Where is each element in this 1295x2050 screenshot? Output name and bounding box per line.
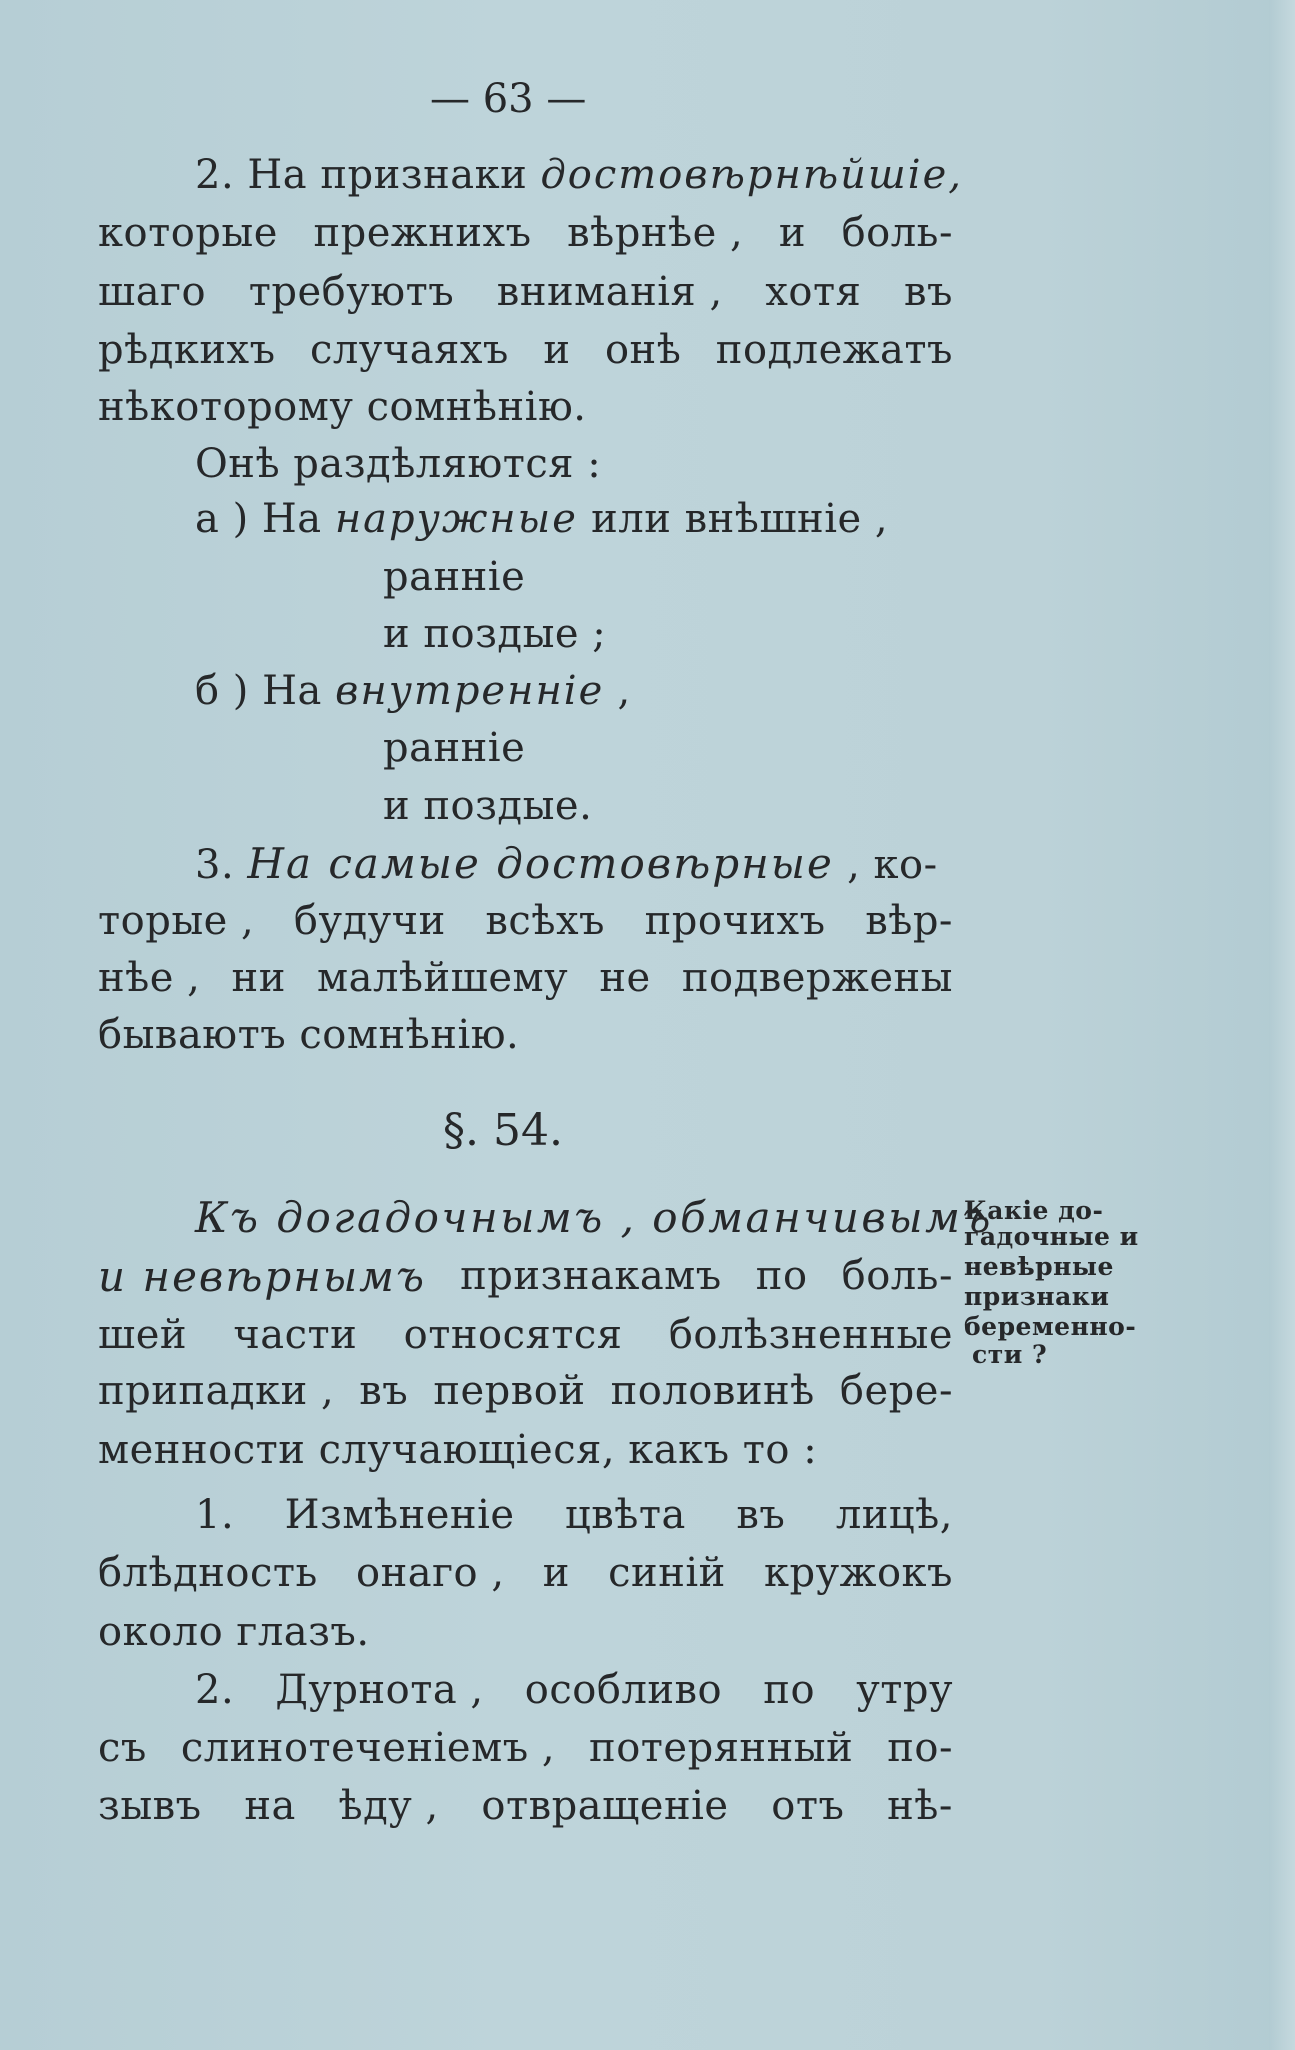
item3-first-line — [195, 839, 938, 888]
word: кружокъ — [764, 1550, 953, 1596]
word: малѣйшему — [317, 955, 569, 1001]
word: вѣр- — [865, 898, 953, 944]
item2-first-line — [195, 152, 963, 198]
word: отъ — [771, 1783, 845, 1829]
word: нѣе , — [98, 955, 201, 1001]
word: части — [233, 1312, 358, 1358]
item2-line-1 — [98, 210, 953, 256]
word: боль- — [841, 1253, 953, 1299]
word: Дурнота , — [275, 1667, 484, 1713]
para54-line-2 — [98, 1252, 953, 1301]
margin-note-line: Какіе до- — [964, 1196, 1104, 1225]
word: съ — [98, 1725, 147, 1771]
word: торые , — [98, 898, 255, 944]
sub-a-late: и поздые ; — [383, 611, 607, 657]
sub-b-late: и поздые. — [383, 783, 593, 829]
word: утру — [856, 1667, 953, 1713]
item1-last-line: около глазъ. — [98, 1609, 370, 1655]
word: на — [244, 1783, 296, 1829]
item1-line-1 — [195, 1492, 953, 1538]
para54-last-line: менности случающіеся, какъ то : — [98, 1427, 818, 1473]
item3-line-2 — [98, 955, 953, 1001]
sub-b-lead: б ) На — [195, 668, 336, 714]
page-number: — 63 — — [430, 76, 587, 122]
word: хотя — [765, 269, 862, 315]
word: 1. — [195, 1492, 235, 1538]
word: ни — [231, 955, 286, 1001]
word: ѣду , — [338, 1783, 439, 1829]
word: и — [542, 1550, 570, 1596]
word: 2. — [195, 1667, 235, 1713]
word: бере- — [839, 1368, 953, 1414]
word: рѣдкихъ — [98, 327, 276, 373]
margin-note-line: беременно- — [964, 1312, 1137, 1341]
word: подлежатъ — [715, 327, 953, 373]
item2-last-line: нѣкоторому сомнѣнію. — [98, 384, 587, 430]
sub-b-rest: , — [604, 668, 631, 714]
word: всѣхъ — [485, 898, 605, 944]
section-heading: §. 54. — [443, 1105, 563, 1156]
word: вниманія , — [496, 269, 723, 315]
para54-line-3 — [98, 1312, 953, 1358]
word: шей — [98, 1312, 188, 1358]
sub-a-line — [195, 496, 889, 542]
word: требуютъ — [248, 269, 455, 315]
word: подвержены — [681, 955, 953, 1001]
word: зывъ — [98, 1783, 202, 1829]
item2b-line-3 — [98, 1783, 953, 1829]
word: первой — [433, 1368, 586, 1414]
word: по- — [887, 1725, 953, 1771]
sub-a-rest: или внѣшніе , — [577, 496, 889, 542]
word: синій — [608, 1550, 726, 1596]
margin-note-line: гадочные и — [964, 1222, 1139, 1251]
page-edge — [1269, 0, 1295, 2050]
word: слинотеченіемъ , — [180, 1725, 556, 1771]
margin-note-line: сти ? — [972, 1340, 1048, 1369]
word: которые — [98, 210, 278, 256]
word: относятся — [403, 1312, 623, 1358]
item1-line-2 — [98, 1550, 953, 1596]
word: припадки , — [98, 1368, 335, 1414]
word: и — [778, 210, 807, 256]
word: половинѣ — [610, 1368, 815, 1414]
word: боль- — [841, 210, 953, 256]
word: не — [599, 955, 651, 1001]
item2-line-2 — [98, 269, 953, 315]
word: нѣ- — [887, 1783, 953, 1829]
word: цвѣта — [565, 1492, 686, 1538]
word: Измѣненіе — [284, 1492, 515, 1538]
sub-a-lead: а ) На — [195, 496, 335, 542]
word: шаго — [98, 269, 207, 315]
sub-b-term: внутренніе — [335, 668, 605, 714]
word: блѣдность — [98, 1550, 318, 1596]
sub-b-line — [195, 668, 631, 714]
sub-a-term: наружные — [334, 496, 578, 542]
word: отвращеніе — [481, 1783, 729, 1829]
item2b-line-2 — [98, 1725, 953, 1771]
divided-line: Онѣ раздѣляются : — [195, 441, 602, 487]
word: лицѣ, — [835, 1492, 953, 1538]
word: въ — [904, 269, 953, 315]
word: онѣ — [604, 327, 682, 373]
word: случаяхъ — [309, 327, 509, 373]
word: вѣрнѣе , — [567, 210, 744, 256]
margin-note-line: невѣрные — [964, 1252, 1114, 1281]
item3-rest: , ко- — [833, 842, 938, 888]
word: по — [755, 1253, 808, 1299]
item3-last-line: бываютъ сомнѣнію. — [98, 1012, 520, 1058]
sub-a-early: ранніе — [383, 554, 526, 600]
word: по — [763, 1667, 816, 1713]
word: и — [543, 327, 571, 373]
para54-line-4 — [98, 1368, 953, 1414]
para54-line-1: Къ догадочнымъ , обманчивымъ — [195, 1193, 993, 1242]
word: въ — [736, 1492, 786, 1538]
item2-line-3 — [98, 327, 953, 373]
item3-lead: 3. — [195, 842, 248, 888]
word: будучи — [293, 898, 446, 944]
margin-note-line: признаки — [964, 1282, 1110, 1311]
word: потерянный — [589, 1725, 854, 1771]
sub-b-early: ранніе — [383, 725, 526, 771]
item2-lead: 2. На признаки — [195, 152, 541, 198]
word: въ — [359, 1368, 409, 1414]
word: болѣзненные — [668, 1312, 953, 1358]
para54-italic: и невѣрнымъ — [98, 1252, 426, 1301]
item3-term: На самые достовѣрные — [247, 839, 834, 888]
word: особливо — [524, 1667, 723, 1713]
item2b-line-1 — [195, 1667, 953, 1713]
item2-term: достовѣрнѣйшіе, — [540, 152, 963, 198]
item3-line-1 — [98, 898, 953, 944]
word: прежнихъ — [313, 210, 532, 256]
word: прочихъ — [644, 898, 826, 944]
word: онаго , — [356, 1550, 505, 1596]
word: признакамъ — [460, 1253, 722, 1299]
